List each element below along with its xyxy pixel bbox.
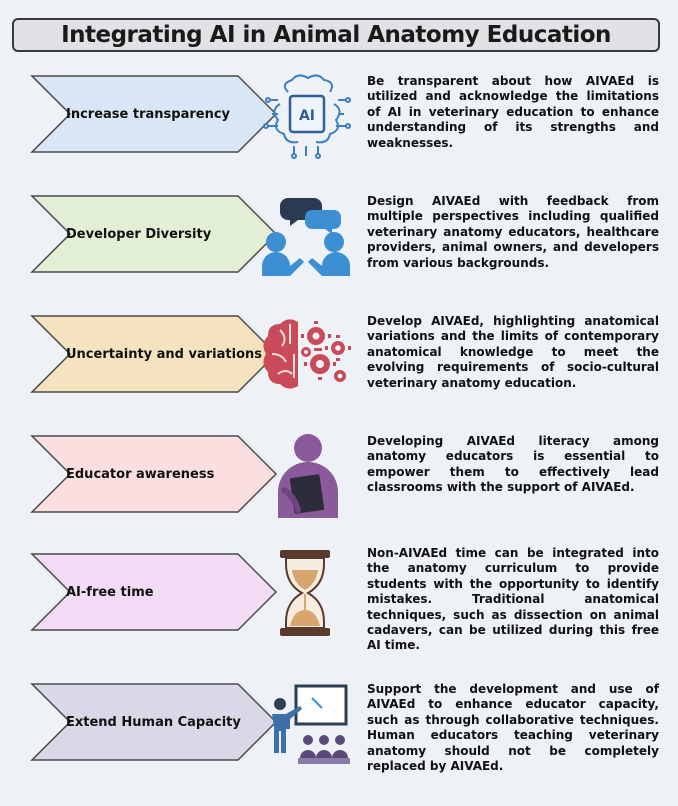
chevron-label: AI-free time: [66, 584, 154, 600]
page-title: Integrating AI in Animal Anatomy Education: [61, 22, 611, 48]
chevron-label: Developer Diversity: [66, 226, 212, 242]
ai-brain-circuit-icon: [258, 70, 354, 160]
chevron-label: Extend Human Capacity: [66, 714, 241, 730]
description-educator-awareness: Developing AIVAEd literacy among anatomy educators is essential to empower them to effectively lead classrooms with the support of AIVAEd.: [367, 434, 659, 495]
people-conversation-icon: [258, 190, 354, 280]
brain-gears-icon: [258, 310, 354, 400]
description-uncertainty-variations: Develop AIVAEd, highlighting anatomical variations and the limits of contemporary anatomical knowledge to meet the evolving requirements of socio-cultural veterinary anatomy education.: [367, 314, 659, 390]
chevron-label: Uncertainty and variations: [66, 346, 262, 362]
chevron-label: Increase transparency: [66, 106, 231, 122]
educator-reading-icon: [258, 430, 354, 520]
description-developer-diversity: Design AIVAEd with feedback from multiple perspectives including qualified veterinary anatomy educators, healthcare providers, animal owners, and developers from various backgrounds.: [367, 194, 659, 270]
ai-chip-text: AI: [298, 108, 316, 124]
chevron-label: Educator awareness: [66, 466, 215, 482]
title-banner: [12, 18, 660, 52]
teacher-classroom-icon: [258, 678, 354, 768]
description-ai-free-time: Non-AIVAEd time can be integrated into the anatomy curriculum to provide students with the opportunity to identify mistakes. Traditional anatomical techniques, such as dissection on animal cadavers, can be utilized during this free AI time.: [367, 546, 659, 653]
hourglass-icon: [258, 548, 354, 638]
description-extend-human-capacity: Support the development and use of AIVAEd to enhance educator capacity, such as through collaborative techniques. Human educators teaching veterinary anatomy should not be completely replaced by AIVAEd.: [367, 682, 659, 774]
description-increase-transparency: Be transparent about how AIVAEd is utilized and acknowledge the limitations of AI in veterinary education to enhance understanding of its strengths and weaknesses.: [367, 74, 659, 150]
